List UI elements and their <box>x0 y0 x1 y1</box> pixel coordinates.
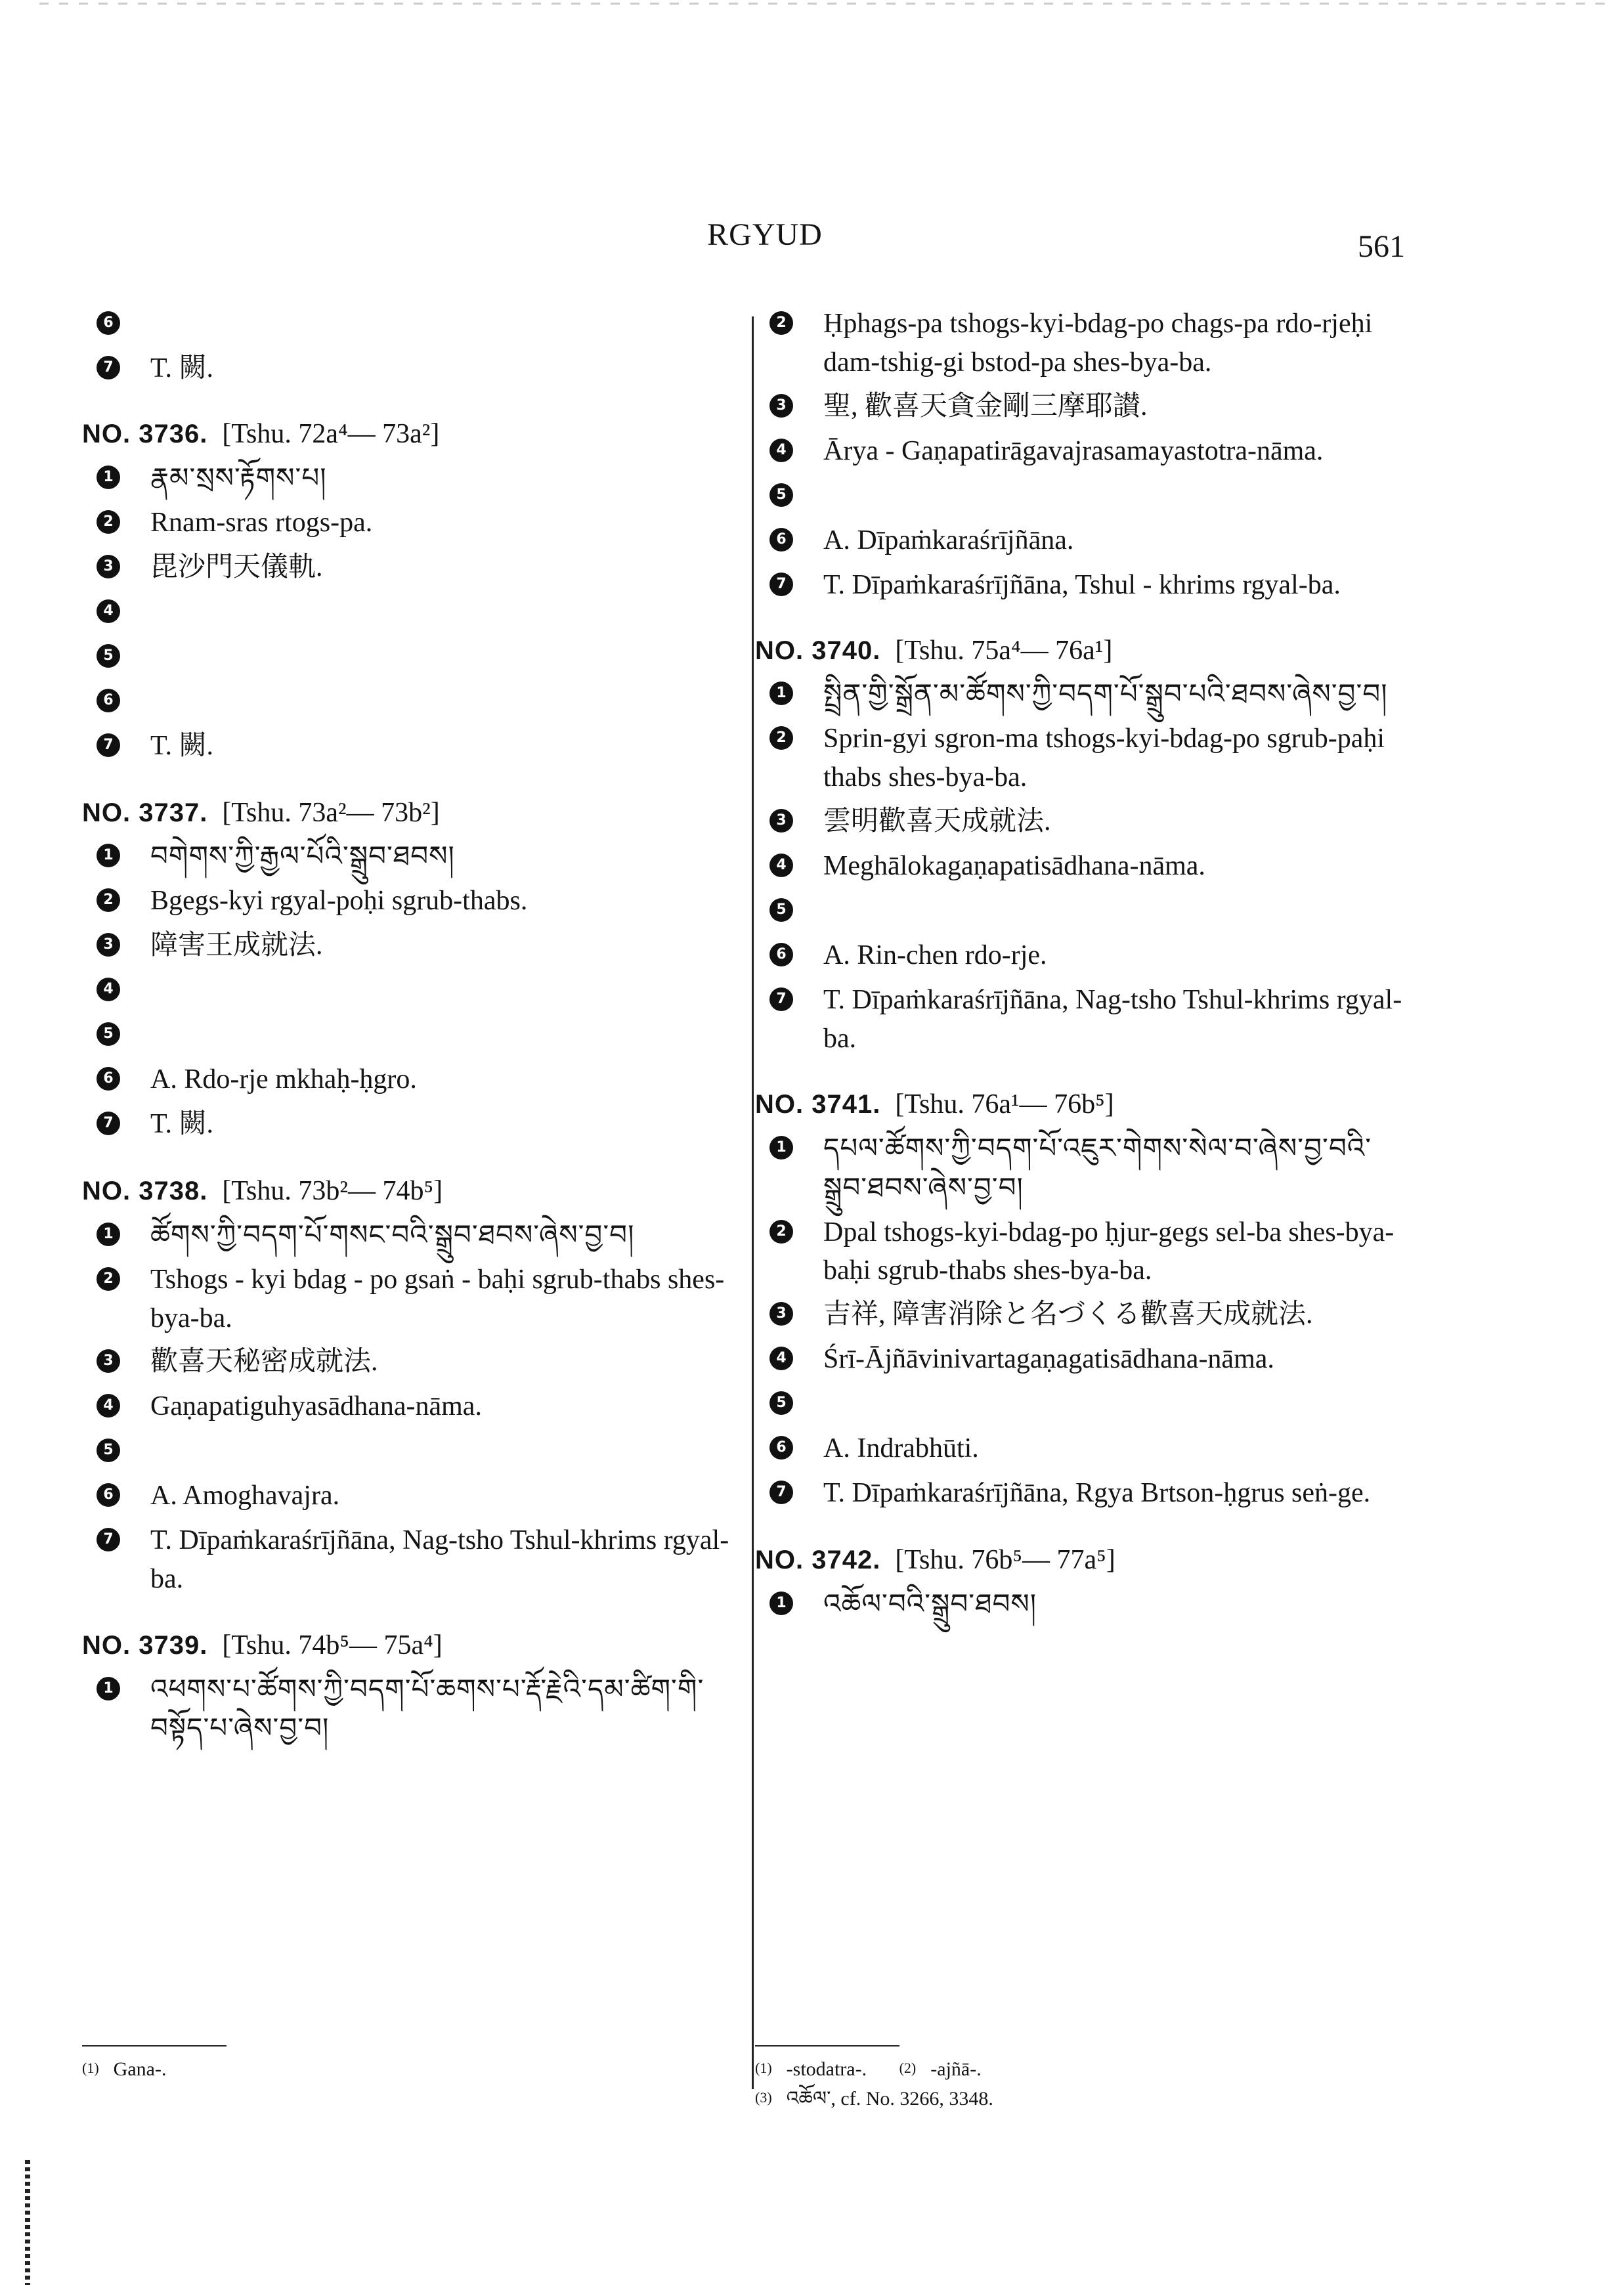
entry-heading <box>82 1628 745 1664</box>
field-number-badge: 1 <box>97 1223 120 1246</box>
field-number-badge: 6 <box>97 1067 120 1091</box>
field-5 <box>82 1432 745 1471</box>
field-text: Meghālokagaṇapatisādhana-nāma. <box>823 850 1205 881</box>
entry-reference: [Tshu. 75a⁴— 76a¹] <box>895 635 1113 666</box>
field-number-badge: 5 <box>769 1391 793 1415</box>
field-number-badge: 2 <box>769 311 793 335</box>
footnote-text: འཆོལ་, cf. No. 3266, 3348. <box>786 2088 993 2110</box>
field-text: 歡喜天秘密成就法. <box>150 1347 378 1377</box>
field-number-badge: 1 <box>769 682 793 705</box>
entry-reference: [Tshu. 76a¹— 76b⁵] <box>895 1089 1114 1120</box>
field-6 <box>82 1477 745 1516</box>
field-5 <box>755 1385 1412 1424</box>
tibetan-title: སྤྲིན་གྱི་སྒྲོན་མ་ཚོགས་ཀྱི་བདག་པོ་སྒྲུབ་པའི་ཐབས་ཞེས་བྱ་བ། <box>823 678 1388 710</box>
field-2 <box>82 882 745 921</box>
field-2 <box>82 1261 745 1338</box>
field-text: Tshogs - kyi bdag - po gsaṅ - baḥi sgrub-thabs shes-bya-ba. <box>150 1264 725 1333</box>
entry-heading <box>82 416 745 452</box>
field-number-badge: 2 <box>769 726 793 750</box>
field-number-badge: 3 <box>97 933 120 957</box>
field-3 <box>82 548 745 588</box>
footnote <box>755 2058 867 2080</box>
scan-binding-mark <box>25 2160 30 2285</box>
field-text: 吉祥, 障害消除と名づくる歡喜天成就法. <box>823 1299 1313 1330</box>
field-text: 雲明歡喜天成就法. <box>823 806 1051 836</box>
field-number-badge: 5 <box>97 1022 120 1046</box>
field-1 <box>82 459 745 498</box>
field-text: Dpal tshogs-kyi-bdag-po ḥjur-gegs sel-ba shes-bya-baḥi sgrub-thabs shes-bya-ba. <box>823 1217 1395 1286</box>
field-5 <box>755 892 1412 931</box>
field-number-badge: 5 <box>769 483 793 507</box>
field-number-badge: 6 <box>769 943 793 966</box>
field-number-badge: 5 <box>97 644 120 668</box>
entry-3742 <box>755 1542 1412 1624</box>
entry-number: NO. 3736. <box>82 420 208 448</box>
footnote <box>755 2084 1215 2113</box>
scan-top-edge <box>39 3 1615 5</box>
footnote <box>82 2054 542 2084</box>
entry-reference: [Tshu. 72a⁴— 73a²] <box>222 419 440 449</box>
field-4 <box>82 593 745 632</box>
field-number-badge: 3 <box>769 394 793 418</box>
field-number-badge: 2 <box>97 888 120 912</box>
tibetan-title: དཔལ་ཚོགས་ཀྱི་བདག་པོ་འཇུར་གེགས་སེལ་བ་ཞེས་བྱ་བའི་སྒྲུབ་ཐབས་ཞེས་བྱ་བ། <box>823 1131 1372 1203</box>
field-3 <box>755 387 1412 427</box>
field-number-badge: 5 <box>97 1439 120 1462</box>
field-7 <box>82 1105 745 1144</box>
field-number-badge: 1 <box>97 1677 120 1700</box>
entry-3741 <box>755 1087 1412 1513</box>
field-text: T. 闕. <box>150 353 214 383</box>
entry-3740 <box>755 633 1412 1058</box>
tibetan-title: བགེགས་ཀྱི་རྒྱལ་པོའི་སྒྲུབ་ཐབས། <box>150 840 455 873</box>
footnotes-right <box>755 2045 1215 2113</box>
field-3 <box>755 1295 1412 1335</box>
page-number: 561 <box>1358 229 1405 264</box>
field-6 <box>82 305 745 344</box>
field-text: 毘沙門天儀軌. <box>150 552 323 582</box>
footnotes-left <box>82 2045 542 2084</box>
right-column <box>755 302 1412 1653</box>
entry-number: NO. 3740. <box>755 636 881 665</box>
field-number-badge: 7 <box>97 356 120 379</box>
field-number-badge: 2 <box>97 510 120 534</box>
field-text: Śrī-Ājñāvinivartagaṇagatisādhana-nāma. <box>823 1344 1274 1375</box>
field-1 <box>82 1670 745 1749</box>
field-text: A. Amoghavajra. <box>150 1481 340 1511</box>
field-number-badge: 7 <box>769 987 793 1011</box>
field-4 <box>755 1340 1412 1379</box>
field-number-badge: 1 <box>97 466 120 489</box>
field-5 <box>755 477 1412 516</box>
entry-heading <box>82 795 745 831</box>
footnote-marker: (2) <box>899 2060 917 2076</box>
footnote-marker: (3) <box>755 2089 772 2106</box>
field-number-badge: 6 <box>97 311 120 335</box>
field-number-badge: 1 <box>769 1136 793 1159</box>
field-number-badge: 7 <box>97 1528 120 1551</box>
footnote-text: -stodatra-. <box>786 2058 867 2080</box>
field-text: Ḥphags-pa tshogs-kyi-bdag-po chags-pa rdo-rjeḥi dam-tshig-gi bstod-pa shes-bya-ba. <box>823 309 1373 378</box>
field-text: A. Rin-chen rdo-rje. <box>823 940 1047 970</box>
footnote-text: Gana-. <box>113 2058 167 2080</box>
field-2 <box>82 504 745 543</box>
field-text: Sprin-gyi sgron-ma tshogs-kyi-bdag-po sgrub-paḥi thabs shes-bya-ba. <box>823 724 1385 792</box>
field-text: A. Indrabhūti. <box>823 1433 979 1464</box>
field-text: T. Dīpaṁkaraśrījñāna, Nag-tsho Tshul-khrims rgyal-ba. <box>823 984 1402 1054</box>
entry-number: NO. 3738. <box>82 1177 208 1206</box>
field-2 <box>755 720 1412 797</box>
field-number-badge: 3 <box>769 1302 793 1326</box>
field-number-badge: 6 <box>97 689 120 712</box>
field-7 <box>82 727 745 766</box>
field-1 <box>82 1216 745 1255</box>
field-number-badge: 6 <box>97 1483 120 1507</box>
field-number-badge: 6 <box>769 1436 793 1460</box>
field-number-badge: 4 <box>97 978 120 1001</box>
field-7 <box>82 349 745 389</box>
field-number-badge: 4 <box>97 599 120 623</box>
tibetan-title: འཕགས་པ་ཚོགས་ཀྱི་བདག་པོ་ཆགས་པ་རྡོ་རྗེའི་དམ་ཚིག་གི་བསྟོད་པ་ཞེས་བྱ་བ། <box>150 1672 704 1744</box>
column-divider <box>752 316 754 2089</box>
field-number-badge: 7 <box>769 1481 793 1504</box>
field-text: T. 闕. <box>150 730 214 761</box>
entry-reference: [Tshu. 76b⁵— 77a⁵] <box>895 1545 1115 1576</box>
field-number-badge: 1 <box>97 844 120 867</box>
field-number-badge: 3 <box>769 809 793 833</box>
field-text: 障害王成就法. <box>150 930 323 961</box>
field-6 <box>755 521 1412 561</box>
field-5 <box>82 1016 745 1055</box>
field-number-badge: 1 <box>769 1592 793 1615</box>
field-1 <box>755 1129 1412 1208</box>
field-text: T. Dīpaṁkaraśrījñāna, Nag-tsho Tshul-khrims rgyal-ba. <box>150 1525 729 1595</box>
field-3 <box>755 802 1412 842</box>
field-6 <box>82 1060 745 1100</box>
entry-3739 <box>82 1628 745 1748</box>
field-text: T. Dīpaṁkaraśrījñāna, Rgya Brtson-ḥgrus seṅ-ge. <box>823 1478 1371 1509</box>
entry-3736 <box>82 416 745 766</box>
entry-heading <box>755 633 1412 669</box>
field-7 <box>755 1474 1412 1513</box>
field-5 <box>82 638 745 677</box>
field-number-badge: 4 <box>769 439 793 462</box>
entry-number: NO. 3742. <box>755 1546 881 1575</box>
tibetan-title: རྣམ་སྲས་རྟོགས་པ། <box>150 461 327 494</box>
field-1 <box>755 675 1412 714</box>
field-7 <box>82 1521 745 1599</box>
footnote-rule <box>82 2045 227 2047</box>
field-1 <box>82 837 745 877</box>
field-text: Bgegs-kyi rgyal-poḥi sgrub-thabs. <box>150 886 528 917</box>
field-text: A. Rdo-rje mkhaḥ-ḥgro. <box>150 1064 417 1095</box>
field-number-badge: 7 <box>97 733 120 757</box>
field-4 <box>755 432 1412 471</box>
field-4 <box>755 847 1412 886</box>
field-1 <box>755 1585 1412 1624</box>
field-7 <box>755 981 1412 1058</box>
field-text: Ārya - Gaṇapatirāgavajrasamayastotra-nāma. <box>823 435 1324 466</box>
footnote-row <box>755 2054 1215 2084</box>
entry-number: NO. 3737. <box>82 798 208 827</box>
field-number-badge: 4 <box>769 854 793 877</box>
field-number-badge: 4 <box>97 1394 120 1418</box>
entry-reference: [Tshu. 73b²— 74b⁵] <box>222 1176 443 1207</box>
field-number-badge: 2 <box>97 1267 120 1291</box>
field-number-badge: 7 <box>769 573 793 596</box>
field-4 <box>82 971 745 1010</box>
field-6 <box>755 936 1412 976</box>
field-text: Gaṇapatiguhyasādhana-nāma. <box>150 1391 482 1422</box>
field-number-badge: 3 <box>97 1349 120 1373</box>
field-2 <box>755 305 1412 382</box>
tibetan-title: འཆོལ་བའི་སྒྲུབ་ཐབས། <box>823 1587 1037 1620</box>
field-number-badge: 3 <box>97 555 120 578</box>
entry-number: NO. 3741. <box>755 1090 881 1119</box>
footnote-text: -ajñā-. <box>930 2058 982 2080</box>
field-3 <box>82 926 745 966</box>
field-3 <box>82 1343 745 1382</box>
footnote-marker: (1) <box>755 2060 772 2076</box>
field-number-badge: 7 <box>97 1112 120 1135</box>
entry-reference: [Tshu. 73a²— 73b²] <box>222 797 440 828</box>
entry-3738 <box>82 1173 745 1599</box>
field-number-badge: 2 <box>769 1220 793 1244</box>
field-text: A. Dīpaṁkaraśrījñāna. <box>823 525 1074 555</box>
field-4 <box>82 1387 745 1427</box>
field-number-badge: 5 <box>769 898 793 922</box>
left-column <box>82 302 745 1777</box>
field-6 <box>82 682 745 722</box>
footnote <box>899 2058 982 2080</box>
field-text: Rnam-sras rtogs-pa. <box>150 507 373 538</box>
field-7 <box>755 566 1412 605</box>
field-text: T. 闕. <box>150 1109 214 1140</box>
field-text: 聖, 歡喜天貪金剛三摩耶讃. <box>823 391 1148 422</box>
field-number-badge: 4 <box>769 1347 793 1370</box>
tibetan-title: ཚོགས་ཀྱི་བདག་པོ་གསང་བའི་སྒྲུབ་ཐབས་ཞེས་བྱ་བ། <box>150 1218 635 1251</box>
field-text: T. Dīpaṁkaraśrījñāna, Tshul - khrims rgyal-ba. <box>823 569 1341 600</box>
entry-heading <box>755 1087 1412 1123</box>
field-number-badge: 6 <box>769 528 793 552</box>
entry-reference: [Tshu. 74b⁵— 75a⁴] <box>222 1630 443 1660</box>
field-2 <box>755 1213 1412 1291</box>
field-6 <box>755 1429 1412 1469</box>
entry-number: NO. 3739. <box>82 1630 208 1660</box>
entry-heading <box>755 1542 1412 1578</box>
entry-3737 <box>82 795 745 1145</box>
footnote-marker: (1) <box>82 2060 99 2076</box>
entry-heading <box>82 1173 745 1209</box>
footnote-rule <box>755 2045 899 2047</box>
running-title: RGYUD <box>707 217 823 252</box>
